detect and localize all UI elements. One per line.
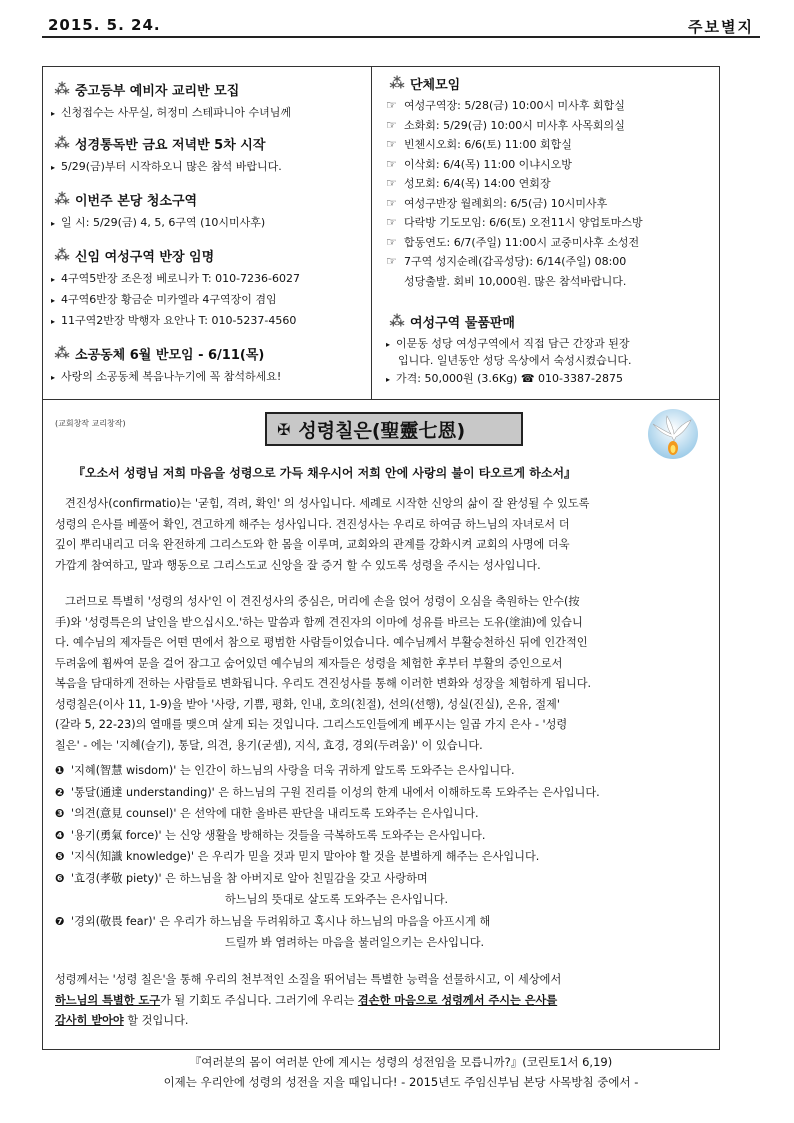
meeting-item: ☞ 빈첸시오회: 6/6(토) 11:00 회합실 (386, 135, 643, 155)
gift-number: ❶ (55, 764, 65, 777)
pointing-hand-icon: ☞ (386, 117, 397, 132)
bullet-icon: ▸ (51, 317, 56, 326)
bullet-icon: ▸ (51, 109, 56, 118)
sale-line: 입니다. 일년동안 성당 옥상에서 숙성시켰습니다. (398, 354, 632, 367)
notice-line: 4구역5반장 조은정 베로니카 T: 010-7236-6027 (61, 272, 301, 285)
article-section (43, 400, 719, 1049)
cross-icon: ✠ (277, 419, 291, 439)
gift-item: ❶ '지혜(智慧 wisdom)' 는 인간이 하느님의 사랑을 더욱 귀하게 알도록 도와주는 은사입니다. (55, 760, 709, 782)
article-title-box (265, 412, 523, 446)
asterism-icon: ⁂ (389, 74, 405, 92)
gift-item-continuation: 드릴까 봐 염려하는 마음을 불러일으키는 은사입니다. (225, 936, 485, 949)
issue-date: 2015. 5. 24. (48, 16, 161, 34)
gift-item: ❷ '통달(通達 understanding)' 은 하느님의 구원 진리를 이성의 한계 내에서 이해하도록 도와주는 은사입니다. (55, 782, 709, 804)
notice-title: 이번주 본당 청소구역 (75, 193, 198, 209)
footer-note: 이제는 우리안에 성령의 성전을 지을 때입니다! - 2015년도 주임신부님 본당 사목방침 중에서 - (163, 1075, 639, 1089)
gift-item: ❺ '지식(知識 knowledge)' 은 우리가 믿을 것과 믿지 말아야 할 것을 분별하게 해주는 은사입니다. (55, 846, 709, 868)
notices-right-column (372, 67, 719, 399)
bullet-icon: ▸ (51, 275, 56, 284)
meeting-item: ☞ 소화회: 5/29(금) 10:00시 미사후 사목회의실 (386, 116, 643, 136)
sale-line: 가격: 50,000원 (3.6Kg) ☎ 010-3387-2875 (396, 372, 623, 385)
notice-line: 4구역6반장 황금순 미카엘라 4구역장이 겸임 (61, 293, 277, 306)
bullet-icon: ▸ (51, 163, 56, 172)
notice-title: 소공동체 6월 반모임 - 6/11(목) (75, 347, 265, 363)
asterism-icon: ⁂ (54, 134, 70, 152)
gift-item: ❻ '효경(孝敬 piety)' 은 하느님을 참 아버지로 알아 친밀감을 갖고 사랑하며 (55, 868, 709, 890)
pointing-hand-icon: ☞ (386, 156, 397, 171)
meeting-item-continuation: 성당출발. 회비 10,000원. 많은 참석바랍니다. (404, 274, 627, 288)
pointing-hand-icon: ☞ (386, 137, 397, 151)
emphasis-text: 겸손한 마음으로 성령께서 주시는 은사를 (357, 993, 558, 1007)
meeting-item: ☞ 이삭회: 6/4(목) 11:00 이냐시오방 (386, 155, 643, 175)
gift-number: ❷ (55, 785, 65, 799)
meeting-item: ☞ 다락방 기도모임: 6/6(토) 오전11시 양업토마스방 (386, 213, 643, 233)
pointing-hand-icon: ☞ (386, 234, 397, 249)
meeting-item: ☞ 성모회: 6/4(목) 14:00 연회장 (386, 174, 643, 194)
article-tag: (교회창작 교리창작) (55, 419, 126, 428)
page-footer (42, 1052, 760, 1092)
notice-line: 사랑의 소공동체 복음나누기에 꼭 참석하세요! (61, 370, 282, 383)
sale-line: 이문동 성당 여성구역에서 직접 담근 간장과 된장 (396, 337, 630, 350)
notice-small-community (51, 343, 281, 385)
asterism-icon: ⁂ (54, 344, 70, 362)
gift-item: ❼ '경외(敬畏 fear)' 은 우리가 하느님을 두려워하고 혹시나 하느님의 마음을 아프시게 해 (55, 911, 709, 933)
meeting-item: ☞ 여성구역장: 5/28(금) 10:00시 미사후 회합실 (386, 96, 643, 116)
notice-title: 중고등부 예비자 교리반 모집 (75, 83, 240, 99)
notice-cleaning (51, 189, 265, 231)
emphasis-text: 하느님의 특별한 도구 (55, 993, 161, 1007)
asterism-icon: ⁂ (389, 312, 405, 330)
prayer-line: 『오소서 성령님 저희 마음을 성령으로 가득 채우시어 저희 안에 사랑의 불이 타오르게 하소서』 (73, 466, 577, 480)
gift-item: ❸ '의견(意見 counsel)' 은 선악에 대한 올바른 판단을 내리도록 도와주는 은사입니다. (55, 803, 709, 825)
gift-number: ❸ (55, 807, 65, 820)
notice-line: 11구역2반장 박행자 요안나 T: 010-5237-4560 (61, 314, 297, 327)
footer-quote: 『여러분의 몸이 여러분 안에 계시는 성령의 성전임을 모릅니까?』(코린토1서 6,19) (189, 1055, 613, 1069)
emphasis-text: 감사히 받아야 (55, 1014, 124, 1027)
group-meetings (386, 73, 643, 291)
meeting-item: ☞ 7구역 성지순례(갑곡성당): 6/14(주일) 08:00 (386, 252, 643, 272)
seven-gifts-list (55, 760, 709, 954)
notice-title: 신임 여성구역 반장 임명 (75, 249, 215, 265)
notice-title: 성경통독반 금요 저녁반 5차 시작 (75, 137, 266, 153)
notice-appointments (51, 245, 300, 329)
notice-line: 5/29(금)부터 시작하오니 많은 참석 바랍니다. (61, 160, 282, 173)
bullet-icon: ▸ (51, 373, 56, 382)
gift-number: ❼ (55, 914, 65, 928)
group-meetings-title: 단체모임 (410, 77, 461, 93)
page-header (42, 14, 760, 38)
bulletin-frame (42, 66, 720, 1050)
gift-number: ❹ (55, 828, 65, 842)
product-sale (386, 311, 632, 387)
notice-line: 일 시: 5/29(금) 4, 5, 6구역 (10시미사후) (61, 216, 266, 229)
publication-name: 주보별지 (688, 18, 754, 36)
article-paragraph-1: 견진성사(confirmatio)는 '굳힘, 격려, 확인' 의 성사입니다. 세례로 시작한 신앙의 삶이 잘 완성될 수 있도록 성령의 은사를 베풀어 확인, 견고하게 해주는 성사입니다. 견진성사는 우리로 하여금 하느님의 자녀로서 더 깊이 뿌리내리고 더욱 완전하게 그리스도와 한 몸을 이루며, 교회와의 관계를 강화시켜 교회의 사명에 더욱 가깝게 참여하고, 말과 행동으로 그리스도교 신앙을 잘 증거 할 수 있도록 성령을 주시는 성사입니다. (55, 497, 590, 572)
meeting-item: ☞ 합동연도: 6/7(주일) 11:00시 교중미사후 소성전 (386, 233, 643, 253)
article-closing: 성령께서는 '성령 칠은'을 통해 우리의 천부적인 소질을 뛰어넘는 특별한 능력을 선물하시고, 이 세상에서 하느님의 특별한 도구가 될 기회도 주십니다. 그러기에 우리는 겸손한 마음으로 성령께서 주시는 은사를 감사히 받아야 할 것입니다. (55, 973, 562, 1027)
pointing-hand-icon: ☞ (386, 176, 397, 190)
asterism-icon: ⁂ (54, 246, 70, 264)
asterism-icon: ⁂ (54, 80, 70, 98)
gift-item: ❹ '용기(勇氣 force)' 는 신앙 생활을 방해하는 것들을 극복하도록 도와주는 은사입니다. (55, 825, 709, 847)
meeting-item: ☞ 여성구반장 월례회의: 6/5(금) 10시미사후 (386, 194, 643, 214)
bullet-icon: ▸ (386, 375, 391, 384)
header-rule (42, 36, 760, 38)
bullet-icon: ▸ (51, 219, 56, 228)
notice-bible-reading (51, 133, 282, 175)
pointing-hand-icon: ☞ (386, 215, 397, 229)
article-paragraph-2: 그러므로 특별히 '성령의 성사'인 이 견진성사의 중심은, 머리에 손을 얹어 성령이 오심을 축원하는 안수(按 手)와 '성령특은의 날인을 받으십시오.'하는 말씀과 함께 견진자의 이마에 성유를 바르는 도유(塗油)에 있습니 다. 예수님의 제자들은 어떤 면에서 참으로 평범한 사람들이었습니다. 예수님께서 부활승천하신 뒤에 인간적인 두려움에 휩싸여 문을 걸어 잠그고 숨어있던 예수님의 제자들은 성령을 체험한 후부터 부활의 증인으로서 복음을 담대하게 전하는 사람들로 변화됩니다. 우리도 견진성사를 통해 이러한 변화와 성장을 체험하게 됩니다. 성령칠은(이사 11, 1-9)을 받아 '사랑, 기쁨, 평화, 인내, 호의(친절), 선의(선행), 성실(진실), 온유, 절제' (갈라 5, 22-23)의 열매를 맺으며 살게 되는 것입니다. 그리스도인들에게 베푸시는 일곱 가지 은사 - '성령 칠은' - 에는 '지혜(슬기), 통달, 의견, 용기(굳셈), 지식, 효경, 경외(두려움)' 이 있습니다. (55, 595, 592, 752)
bullet-icon: ▸ (386, 340, 391, 349)
product-sale-title: 여성구역 물품판매 (410, 315, 515, 331)
pointing-hand-icon: ☞ (386, 254, 397, 268)
notices-section (43, 67, 719, 400)
notice-youth-catechism (51, 79, 291, 121)
asterism-icon: ⁂ (54, 190, 70, 208)
notices-left-column (43, 67, 372, 399)
gift-number: ❺ (55, 850, 65, 863)
gift-item-continuation: 하느님의 뜻대로 살도록 도와주는 은사입니다. (225, 893, 449, 906)
pointing-hand-icon: ☞ (386, 195, 397, 210)
notice-line: 신청접수는 사무실, 허정미 스테파니아 수녀님께 (61, 106, 292, 119)
gift-number: ❻ (55, 871, 65, 885)
pointing-hand-icon: ☞ (386, 98, 397, 112)
holy-spirit-dove-icon (647, 408, 699, 460)
article-title: 성령칠은(聖靈七恩) (298, 419, 466, 442)
bullet-icon: ▸ (51, 296, 56, 305)
